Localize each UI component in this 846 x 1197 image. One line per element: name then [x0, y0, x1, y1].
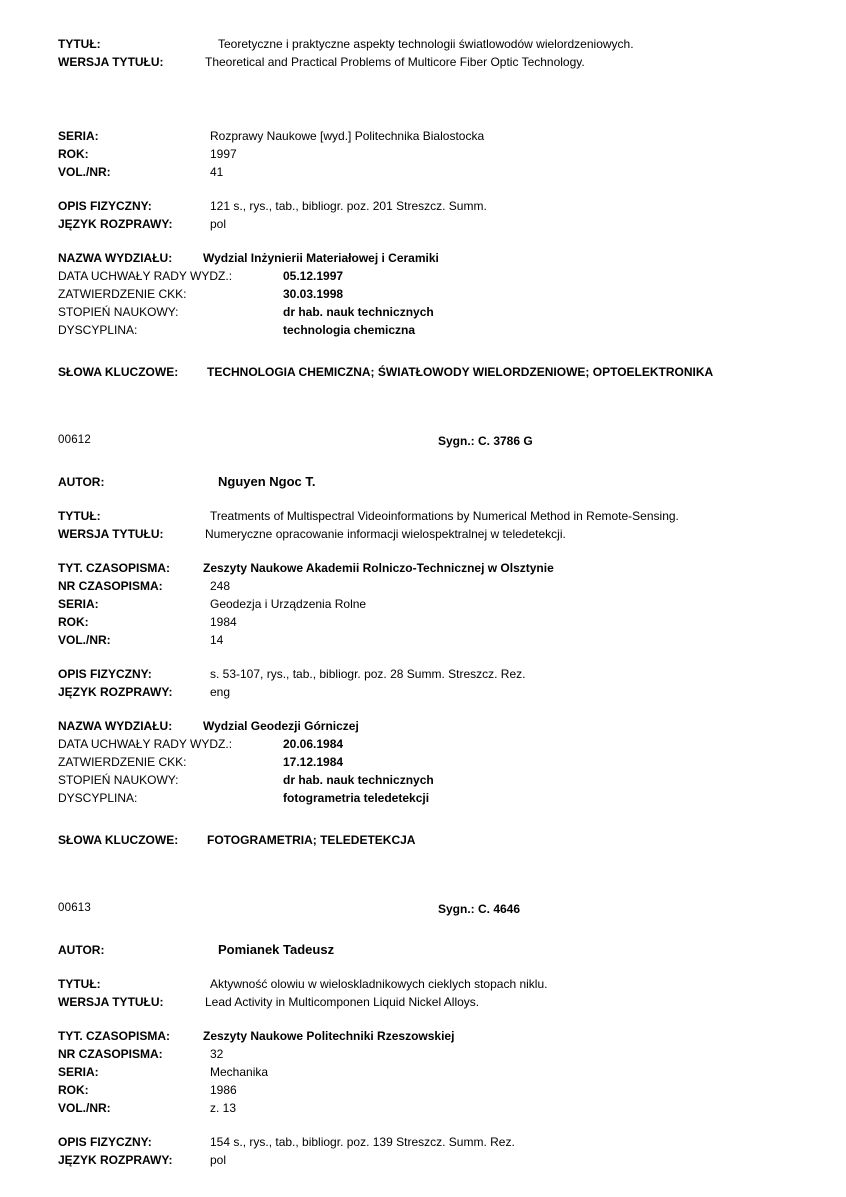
field-value: Geodezja i Urządzenia Rolne — [210, 597, 367, 611]
field-value: fotogrametria teledetekcji — [283, 791, 430, 805]
field-value: 20.06.1984 — [283, 737, 344, 751]
field-value: FOTOGRAMETRIA; TELEDETEKCJA — [207, 833, 416, 847]
field-label: OPIS FIZYCZNY: — [58, 199, 152, 213]
field-label: TYTUŁ: — [58, 977, 101, 991]
field-row-tyt-czasopisma — [0, 560, 846, 576]
field-value: 1986 — [210, 1083, 237, 1097]
field-row-vol — [0, 164, 846, 180]
field-row-jezyk — [0, 216, 846, 232]
field-value: 14 — [210, 633, 224, 647]
field-value: dr hab. nauk technicznych — [283, 305, 434, 319]
field-row-ckk — [0, 754, 846, 770]
field-value: Theoretical and Practical Problems of Multicore Fiber Optic Technology. — [205, 55, 585, 69]
field-label: JĘZYK ROZPRAWY: — [58, 685, 173, 699]
record-signature: Sygn.: C. 4646 — [438, 902, 521, 916]
record-id: 00613 — [58, 902, 91, 914]
field-label: STOPIEŃ NAUKOWY: — [58, 305, 179, 319]
field-row-tytul — [0, 976, 846, 992]
field-row-rok — [0, 146, 846, 162]
field-value: Mechanika — [210, 1065, 269, 1079]
field-value: 30.03.1998 — [283, 287, 344, 301]
field-row-jezyk — [0, 684, 846, 700]
field-row-vol — [0, 1100, 846, 1116]
field-value: 41 — [210, 165, 224, 179]
field-row-autor — [0, 474, 846, 490]
field-label: OPIS FIZYCZNY: — [58, 1135, 152, 1149]
field-label: AUTOR: — [58, 943, 105, 957]
field-value: Teoretyczne i praktyczne aspekty technologii światlowodów wielordzeniowych. — [218, 37, 634, 51]
field-value: Wydzial Geodezji Górniczej — [203, 719, 359, 733]
field-label: DYSCYPLINA: — [58, 323, 138, 337]
field-row-stopien — [0, 304, 846, 320]
field-label: WERSJA TYTUŁU: — [58, 527, 164, 541]
field-label: DATA UCHWAŁY RADY WYDZ.: — [58, 269, 233, 283]
field-row-dyscyplina — [0, 322, 846, 338]
record-header — [0, 902, 846, 922]
field-value: pol — [210, 217, 227, 231]
field-row-tyt-czasopisma — [0, 1028, 846, 1044]
record-signature: Sygn.: C. 3786 G — [438, 434, 533, 448]
field-row-nr-czasopisma — [0, 1046, 846, 1062]
field-value: 32 — [210, 1047, 224, 1061]
field-label: SŁOWA KLUCZOWE: — [58, 365, 179, 379]
field-row-wydzial — [0, 250, 846, 266]
field-label: DYSCYPLINA: — [58, 791, 138, 805]
field-label: WERSJA TYTUŁU: — [58, 55, 164, 69]
field-label: NAZWA WYDZIAŁU: — [58, 251, 173, 265]
field-label: ZATWIERDZENIE CKK: — [58, 287, 187, 301]
field-row-tytul — [0, 36, 846, 52]
record-entry — [0, 0, 846, 380]
field-label: SERIA: — [58, 1065, 99, 1079]
field-row-ckk — [0, 286, 846, 302]
field-row-wersja-tytulu — [0, 526, 846, 542]
field-label: TYTUŁ: — [58, 509, 101, 523]
field-row-rok — [0, 614, 846, 630]
field-label: SERIA: — [58, 129, 99, 143]
field-row-seria — [0, 1064, 846, 1080]
field-row-tytul — [0, 508, 846, 524]
field-label: JĘZYK ROZPRAWY: — [58, 217, 173, 231]
field-value: dr hab. nauk technicznych — [283, 773, 434, 787]
field-row-wersja-tytulu — [0, 54, 846, 70]
field-value: 17.12.1984 — [283, 755, 344, 769]
field-value: Treatments of Multispectral Videoinformations by Numerical Method in Remote-Sensing. — [210, 509, 679, 523]
field-value: Nguyen Ngoc T. — [218, 474, 316, 489]
field-value: technologia chemiczna — [283, 323, 416, 337]
field-label: ROK: — [58, 1083, 89, 1097]
field-row-wydzial — [0, 718, 846, 734]
field-label: NR CZASOPISMA: — [58, 1047, 163, 1061]
field-value: Zeszyty Naukowe Akademii Rolniczo-Technicznej w Olsztynie — [203, 561, 554, 575]
field-row-data-uchwaly — [0, 736, 846, 752]
field-value: 05.12.1997 — [283, 269, 344, 283]
field-label: JĘZYK ROZPRAWY: — [58, 1153, 173, 1167]
field-label: NR CZASOPISMA: — [58, 579, 163, 593]
field-row-data-uchwaly — [0, 268, 846, 284]
field-label: ROK: — [58, 147, 89, 161]
field-label: ROK: — [58, 615, 89, 629]
field-value: 121 s., rys., tab., bibliogr. poz. 201 Streszcz. Summ. — [210, 199, 487, 213]
field-label: WERSJA TYTUŁU: — [58, 995, 164, 1009]
field-row-nr-czasopisma — [0, 578, 846, 594]
record-header — [0, 434, 846, 454]
field-row-slowa-kluczowe — [0, 832, 846, 848]
field-value: 1997 — [210, 147, 237, 161]
field-label: DATA UCHWAŁY RADY WYDZ.: — [58, 737, 233, 751]
field-value: TECHNOLOGIA CHEMICZNA; ŚWIATŁOWODY WIELORDZENIOWE; OPTOELEKTRONIKA — [207, 365, 714, 379]
field-row-opis-fizyczny — [0, 1134, 846, 1150]
record-entry — [0, 380, 846, 848]
record-entry — [0, 848, 846, 1168]
field-label: VOL./NR: — [58, 165, 111, 179]
field-label: OPIS FIZYCZNY: — [58, 667, 152, 681]
field-value: 154 s., rys., tab., bibliogr. poz. 139 Streszcz. Summ. Rez. — [210, 1135, 515, 1149]
field-row-jezyk — [0, 1152, 846, 1168]
field-row-slowa-kluczowe — [0, 364, 846, 380]
field-value: Aktywność olowiu w wieloskladnikowych cieklych stopach niklu. — [210, 977, 548, 991]
field-label: NAZWA WYDZIAŁU: — [58, 719, 173, 733]
field-value: Pomianek Tadeusz — [218, 942, 335, 957]
field-value: 248 — [210, 579, 231, 593]
field-value: z. 13 — [210, 1101, 237, 1115]
field-row-vol — [0, 632, 846, 648]
field-label: TYT. CZASOPISMA: — [58, 1029, 171, 1043]
field-row-seria — [0, 596, 846, 612]
field-row-opis-fizyczny — [0, 666, 846, 682]
record-id: 00612 — [58, 434, 91, 446]
field-value: Zeszyty Naukowe Politechniki Rzeszowskiej — [203, 1029, 455, 1043]
field-value: s. 53-107, rys., tab., bibliogr. poz. 28 Summ. Streszcz. Rez. — [210, 667, 526, 681]
field-label: STOPIEŃ NAUKOWY: — [58, 773, 179, 787]
field-label: TYTUŁ: — [58, 37, 101, 51]
field-value: eng — [210, 685, 231, 699]
field-row-dyscyplina — [0, 790, 846, 806]
field-row-opis-fizyczny — [0, 198, 846, 214]
field-label: SŁOWA KLUCZOWE: — [58, 833, 179, 847]
field-value: Rozprawy Naukowe [wyd.] Politechnika Bialostocka — [210, 129, 485, 143]
field-label: SERIA: — [58, 597, 99, 611]
field-row-wersja-tytulu — [0, 994, 846, 1010]
field-label: VOL./NR: — [58, 633, 111, 647]
field-value: Numeryczne opracowanie informacji wielospektralnej w teledetekcji. — [205, 527, 566, 541]
field-label: TYT. CZASOPISMA: — [58, 561, 171, 575]
field-value: Wydzial Inżynierii Materiałowej i Ceramiki — [203, 251, 439, 265]
field-label: ZATWIERDZENIE CKK: — [58, 755, 187, 769]
field-row-stopien — [0, 772, 846, 788]
field-value: 1984 — [210, 615, 237, 629]
field-value: pol — [210, 1153, 227, 1167]
field-row-autor — [0, 942, 846, 958]
field-row-seria — [0, 128, 846, 144]
field-row-rok — [0, 1082, 846, 1098]
field-label: AUTOR: — [58, 475, 105, 489]
field-label: VOL./NR: — [58, 1101, 111, 1115]
field-value: Lead Activity in Multicomponen Liquid Nickel Alloys. — [205, 995, 480, 1009]
